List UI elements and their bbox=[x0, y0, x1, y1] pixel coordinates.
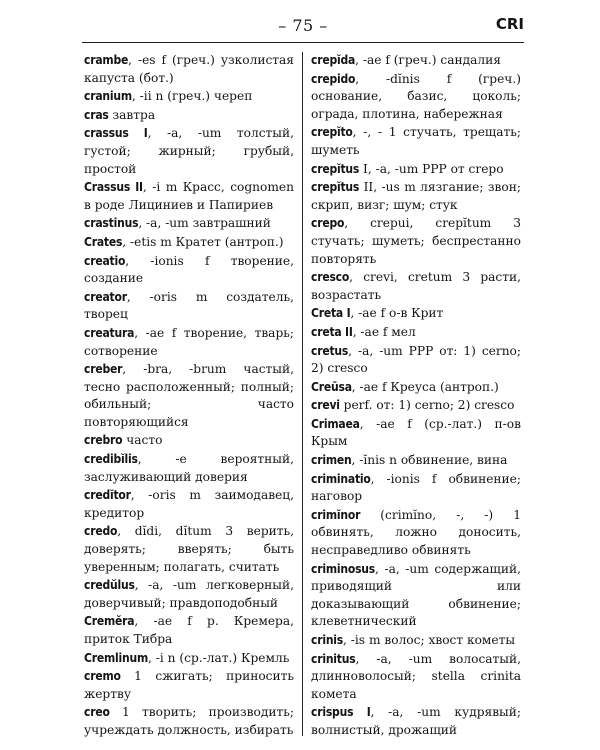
entry-definition: , -, - 1 стучать, трещать; шуметь bbox=[311, 125, 521, 157]
page-header bbox=[82, 12, 524, 38]
entry-headword: crinis bbox=[311, 633, 344, 647]
entry-definition: , -a, -um толстый, густой; жирный; грубый, простой bbox=[84, 126, 294, 176]
page-number: – 75 – bbox=[278, 16, 328, 35]
entry-definition: 1 сжигать; приносить жертву bbox=[84, 669, 294, 701]
dictionary-entry bbox=[311, 124, 521, 159]
entry-headword: crepĭto bbox=[311, 125, 353, 140]
entry-headword: Crassus II bbox=[84, 180, 143, 195]
dictionary-entry bbox=[84, 234, 294, 252]
dictionary-entry bbox=[311, 632, 521, 650]
entry-headword: crebro bbox=[84, 433, 123, 448]
entry-headword: credibĭlis bbox=[84, 452, 138, 467]
dictionary-entry bbox=[311, 161, 521, 179]
entry-headword: credĭtor bbox=[84, 488, 131, 503]
entry-definition: , -e вероятный, заслуживающий доверия bbox=[84, 452, 294, 484]
entry-definition: , -oris m заимодавец, кредитор bbox=[84, 488, 294, 520]
entry-headword: crimĭnor bbox=[311, 507, 361, 522]
guide-word: CRI bbox=[495, 15, 524, 33]
entry-definition: I, -a, -um PPP от crepo bbox=[359, 161, 504, 176]
entry-headword: Cremĕra bbox=[84, 614, 135, 629]
entry-definition: , -ii n (греч.) череп bbox=[131, 89, 253, 104]
right-column bbox=[311, 52, 521, 744]
dictionary-entry bbox=[84, 523, 294, 576]
dictionary-entry bbox=[311, 179, 521, 214]
entry-definition: , -ae f Креуса (антроп.) bbox=[351, 379, 499, 394]
entry-headword: Creta I bbox=[311, 306, 351, 321]
entry-definition: (crimĭno, -, -) 1 обвинять, ложно доносить, несправедливо обвинять bbox=[311, 507, 521, 558]
entry-headword: crimen bbox=[311, 453, 352, 468]
entry-definition: , -ae f (греч.) сандалия bbox=[355, 53, 501, 67]
entry-headword: cranium bbox=[84, 89, 132, 104]
entry-definition: , -ionis f творение, создание bbox=[84, 253, 294, 286]
entry-headword: crepĭda bbox=[311, 53, 356, 67]
dictionary-entry bbox=[84, 361, 294, 431]
entry-headword: Crimaea bbox=[311, 416, 360, 431]
entry-headword: crevi bbox=[311, 398, 340, 413]
dictionary-entry bbox=[84, 487, 294, 522]
entry-headword: crepĭtus bbox=[311, 161, 360, 176]
entry-definition: , -is m волос; хвост кометы bbox=[343, 633, 516, 647]
entry-definition: , -a, -um волосатый, длинноволосый; stella crinita комета bbox=[311, 651, 521, 701]
dictionary-entry bbox=[84, 88, 294, 106]
dictionary-entry bbox=[311, 71, 521, 124]
entry-headword: creta II bbox=[311, 324, 353, 339]
dictionary-entry bbox=[311, 397, 521, 415]
entry-definition: , -ae f (ср.-лат.) п-ов Крым bbox=[311, 416, 521, 449]
left-column bbox=[84, 52, 294, 744]
entry-headword: crambe bbox=[84, 53, 129, 67]
entry-headword: Crates bbox=[84, 234, 123, 249]
entry-definition: perf. от: 1) cerno; 2) cresco bbox=[339, 398, 515, 413]
entry-headword: criminosus bbox=[311, 561, 376, 576]
dictionary-entry bbox=[84, 107, 294, 125]
dictionary-entry bbox=[84, 325, 294, 360]
entry-definition: , dĭdi, dĭtum 3 верить, доверять; вверять; быть уверенным; полагать, считать bbox=[84, 524, 294, 574]
dictionary-entry bbox=[84, 432, 294, 450]
column-divider bbox=[302, 52, 303, 736]
dictionary-entry bbox=[84, 289, 294, 324]
entry-headword: creber bbox=[84, 362, 123, 377]
entry-definition: , -a, -um завтрашний bbox=[138, 216, 271, 231]
entry-definition: , -a, -um легковерный, доверчивый; правдоподобный bbox=[84, 578, 294, 610]
entry-definition: , -ionis f обвинение; наговор bbox=[311, 471, 521, 504]
entry-definition: часто bbox=[122, 433, 163, 448]
dictionary-entry bbox=[311, 379, 521, 397]
dictionary-entry bbox=[84, 52, 294, 87]
entry-headword: crinitus bbox=[311, 651, 356, 666]
dictionary-entry bbox=[311, 561, 521, 631]
entry-headword: cresco bbox=[311, 270, 350, 285]
dictionary-entry bbox=[311, 343, 521, 378]
header-rule bbox=[82, 42, 524, 43]
entry-headword: crepĭtus bbox=[311, 180, 360, 195]
entry-headword: Cremlinum bbox=[84, 650, 149, 665]
entry-headword: cremo bbox=[84, 669, 121, 684]
dictionary-entry bbox=[84, 215, 294, 233]
entry-headword: criminatio bbox=[311, 471, 371, 486]
entry-headword: cras bbox=[84, 107, 109, 122]
dictionary-entry bbox=[84, 704, 294, 739]
entry-headword: credŭlus bbox=[84, 578, 135, 593]
dictionary-entry bbox=[311, 269, 521, 304]
entry-definition: , -i m Красс, cognomen в роде Лициниев и Папириев bbox=[84, 180, 294, 212]
dictionary-entry bbox=[311, 704, 521, 739]
entry-definition: , -etis m Кратет (антроп.) bbox=[122, 234, 284, 249]
entry-headword: crispus I bbox=[311, 705, 371, 720]
entry-headword: crepido bbox=[311, 71, 356, 86]
entry-definition: , crevi, cretum 3 расти, возрастать bbox=[311, 270, 521, 302]
entry-headword: crastinus bbox=[84, 216, 139, 231]
dictionary-entry bbox=[311, 452, 521, 470]
dictionary-entry bbox=[84, 613, 294, 648]
entry-headword: crepo bbox=[311, 216, 345, 231]
entry-definition: , -dĭnis f (греч.) основание, базис, цоколь; ограда, плотина, набережная bbox=[311, 71, 521, 121]
dictionary-entry bbox=[311, 416, 521, 451]
entry-definition: , -es f (греч.) узколистая капуста (бот.) bbox=[84, 53, 294, 85]
entry-headword: cretus bbox=[311, 343, 349, 358]
dictionary-entry bbox=[84, 179, 294, 214]
entry-definition: , -a, -um содержащий, приводящий или доказывающий обвинение; клеветнический bbox=[311, 561, 521, 629]
dictionary-entry bbox=[311, 324, 521, 342]
entry-definition: , -ĭnis n обвинение, вина bbox=[351, 453, 508, 468]
entry-definition: , -bra, -brum частый, тесно расположенный; полный; обильный; часто повторяющийся bbox=[84, 362, 294, 429]
entry-headword: Creūsa bbox=[311, 379, 352, 394]
dictionary-entry bbox=[311, 215, 521, 268]
entry-definition: , -ae f о-в Крит bbox=[350, 306, 444, 321]
entry-definition: , crepui, crepĭtum 3 стучать; шуметь; беспрестанно повторять bbox=[311, 216, 521, 266]
entry-headword: creatura bbox=[84, 325, 135, 340]
entry-headword: crassus I bbox=[84, 126, 148, 141]
dictionary-entry bbox=[84, 125, 294, 178]
entry-headword: credo bbox=[84, 524, 118, 539]
dictionary-entry bbox=[84, 668, 294, 703]
entry-definition: , -i n (ср.-лат.) Кремль bbox=[148, 650, 290, 665]
entry-definition: II, -us m лязгание; звон; скрип, визг; шум; стук bbox=[311, 180, 521, 212]
dictionary-entry bbox=[84, 577, 294, 612]
entry-definition: завтра bbox=[108, 107, 156, 122]
entry-headword: creatio bbox=[84, 253, 126, 268]
entry-headword: creo bbox=[84, 705, 110, 720]
entry-definition: , -a, -um кудрявый; волнистый, дрожащий bbox=[311, 705, 521, 737]
entry-definition: , -a, -um PPP от: 1) cerno; 2) cresco bbox=[311, 343, 521, 376]
dictionary-entry bbox=[84, 650, 294, 668]
entry-definition: , -ae f творение, тварь; сотворение bbox=[84, 325, 294, 358]
dictionary-entry bbox=[311, 507, 521, 560]
entry-headword: creator bbox=[84, 289, 127, 304]
dictionary-entry bbox=[84, 451, 294, 486]
entry-definition: , -ae f p. Кремера, приток Тибра bbox=[84, 614, 294, 646]
entry-definition: , -oris m создатель, творец bbox=[84, 289, 294, 322]
dictionary-entry bbox=[84, 253, 294, 288]
dictionary-entry bbox=[311, 52, 521, 70]
entry-definition: 1 творить; производить; учреждать должность, избирать bbox=[84, 705, 294, 737]
dictionary-entry bbox=[311, 305, 521, 323]
entry-definition: , -ae f мел bbox=[352, 324, 416, 339]
dictionary-entry bbox=[311, 651, 521, 704]
dictionary-entry bbox=[311, 471, 521, 506]
